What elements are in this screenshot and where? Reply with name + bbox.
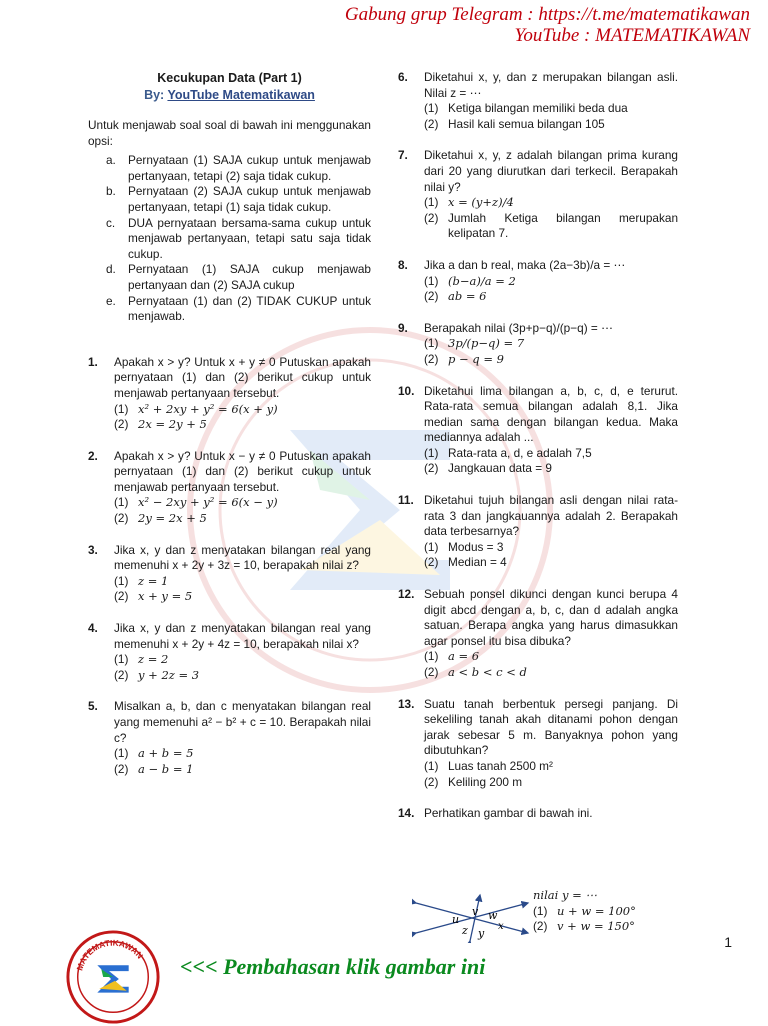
question-2: 2. Apakah x > y? Untuk x − y ≠ 0 Putuskan apakah pernyataan (1) dan (2) berikut cukup untuk menjawab pertanyaan tersebut. (1) x² − 2xy + y² = 6(x − y) (2) 2y = 2x + 5 [88, 448, 371, 526]
question-12: 12. Sebuah ponsel dikunci dengan kunci berupa 4 digit abcd dengan a, b, c, dan d adalah angka satuan. Berapa angka yang harus dimasukkan agar ponsel itu bisa dibuka? (1) a = 6 (2) a < b < c < d [398, 587, 678, 679]
page-number: 1 [724, 934, 732, 950]
question-9: 9. Berapakah nilai (3p+p−q)/(p−q) = ⋯ (1) 3p/(p−q) = 7 (2) p − q = 9 [398, 320, 613, 366]
option-c: c. DUA pernyataan bersama-sama cukup untuk menjawab pertanyaan, tetapi satu saja tidak cukup. [106, 215, 371, 261]
question-14-statements: nilai y = ⋯ (1) u + w = 100° (2) v + w = 150° [533, 888, 683, 935]
q14-sub: nilai y = ⋯ [533, 888, 597, 902]
fig-label-w: w [488, 909, 498, 922]
discussion-link[interactable]: <<< Pembahasan klik gambar ini [180, 954, 486, 979]
fig-label-v: v [472, 905, 479, 918]
fig-label-x: x [498, 921, 504, 932]
left-column [88, 70, 371, 777]
question-10: 10. Diketahui lima bilangan a, b, c, d, e terurut. Rata-rata semua bilangan adalah 8,1. Jika median sama dengan bilangan kedua. Maka mediannya adalah ... (1) Rata-rata a, d, e adalah 7,5 (2) Jangkauan data = 9 [398, 383, 678, 476]
option-b: b. Pernyataan (2) SAJA cukup untuk menjawab pertanyaan, tetapi (1) saja tidak cukup. [106, 184, 371, 214]
question-1: 1. Apakah x > y? Untuk x + y ≠ 0 Putuskan apakah pernyataan (1) dan (2) berikut cukup untuk menjawab pertanyaan tersebut. (1) x² + 2xy + y² = 6(x + y) (2) 2x = 2y + 5 [88, 354, 371, 432]
question-11: 11. Diketahui tujuh bilangan asli dengan nilai rata-rata 3 dan jangkauannya adalah 2. Berapakah data terbesarnya? (1) Modus = 3 (2) Median = 4 [398, 493, 678, 570]
logo-text: MATEMATIKAWAN [74, 937, 146, 972]
angle-figure-icon [412, 893, 532, 943]
question-4: 4. Jika x, y dan z menyatakan bilangan real yang memenuhi x + 2y + 4z = 10, berapakah nilai x? (1) z = 2 (2) y + 2z = 3 [88, 621, 371, 682]
question-8: 8. Jika a dan b real, maka (2a−3b)/a = ⋯ (1) (b−a)/a = 2 (2) ab = 6 [398, 257, 626, 304]
question-6: 6. Diketahui x, y, dan z merupakan bilangan asli. Nilai z = ⋯ (1) Ketiga bilangan memiliki beda dua (2) Hasil kali semua bilangan 105 [398, 70, 678, 131]
youtube-channel-text: YouTube : MATEMATIKAWAN [514, 25, 750, 46]
author-line [88, 87, 371, 104]
question-5: 5. Misalkan a, b, dan c menyatakan bilangan real yang memenuhi a² − b² + c = 10. Berapakah nilai c? (1) a + b = 5 (2) a − b = 1 [88, 699, 371, 776]
fig-label-y: y [478, 927, 485, 940]
question-7: 7. Diketahui x, y, z adalah bilangan prima kurang dari 20 yang diurutkan dari terkecil. Berapakah nilai y? (1) x = (y+z)/4 (2) Jumlah Ketiga bilangan merupakan kelipatan 7. [398, 148, 678, 241]
author-link[interactable]: YouTube Matematikawan [167, 88, 315, 102]
telegram-link-text: Gabung grup Telegram : https://t.me/matematikawan [344, 4, 750, 25]
question-13: 13. Suatu tanah berbentuk persegi panjang. Di sekeliling tanah akah ditanami pohon dengan jarak sebesar 5 m. Banyaknya pohon yang dibutuhkan? (1) Luas tanah 2500 m² (2) Keliling 200 m [398, 696, 678, 789]
option-e: e. Pernyataan (1) dan (2) TIDAK CUKUP untuk menjawab. [106, 293, 371, 324]
fig-label-u: u [452, 913, 460, 926]
question-3: 3. Jika x, y dan z menyatakan bilangan real yang memenuhi x + 2y + 3z = 10, berapakah nilai z? (1) z = 1 (2) x + y = 5 [88, 542, 371, 604]
question-14: 14. Perhatikan gambar di bawah ini. [398, 806, 593, 821]
matematikawan-logo-icon[interactable] [64, 928, 162, 1026]
document-title: Kecukupan Data (Part 1) [157, 71, 302, 85]
option-a: a. Pernyataan (1) SAJA cukup untuk menjawab pertanyaan, tetapi (2) saja tidak cukup. [106, 153, 371, 183]
author-prefix: By: [144, 88, 168, 102]
fig-label-z: z [462, 924, 468, 937]
option-d: d. Pernyataan (1) SAJA cukup menjawab pertanyaan dan (2) SAJA cukup [106, 262, 371, 292]
right-column [398, 70, 678, 822]
intro-text: Untuk menjawab soal soal di bawah ini menggunakan opsi: [88, 118, 371, 148]
